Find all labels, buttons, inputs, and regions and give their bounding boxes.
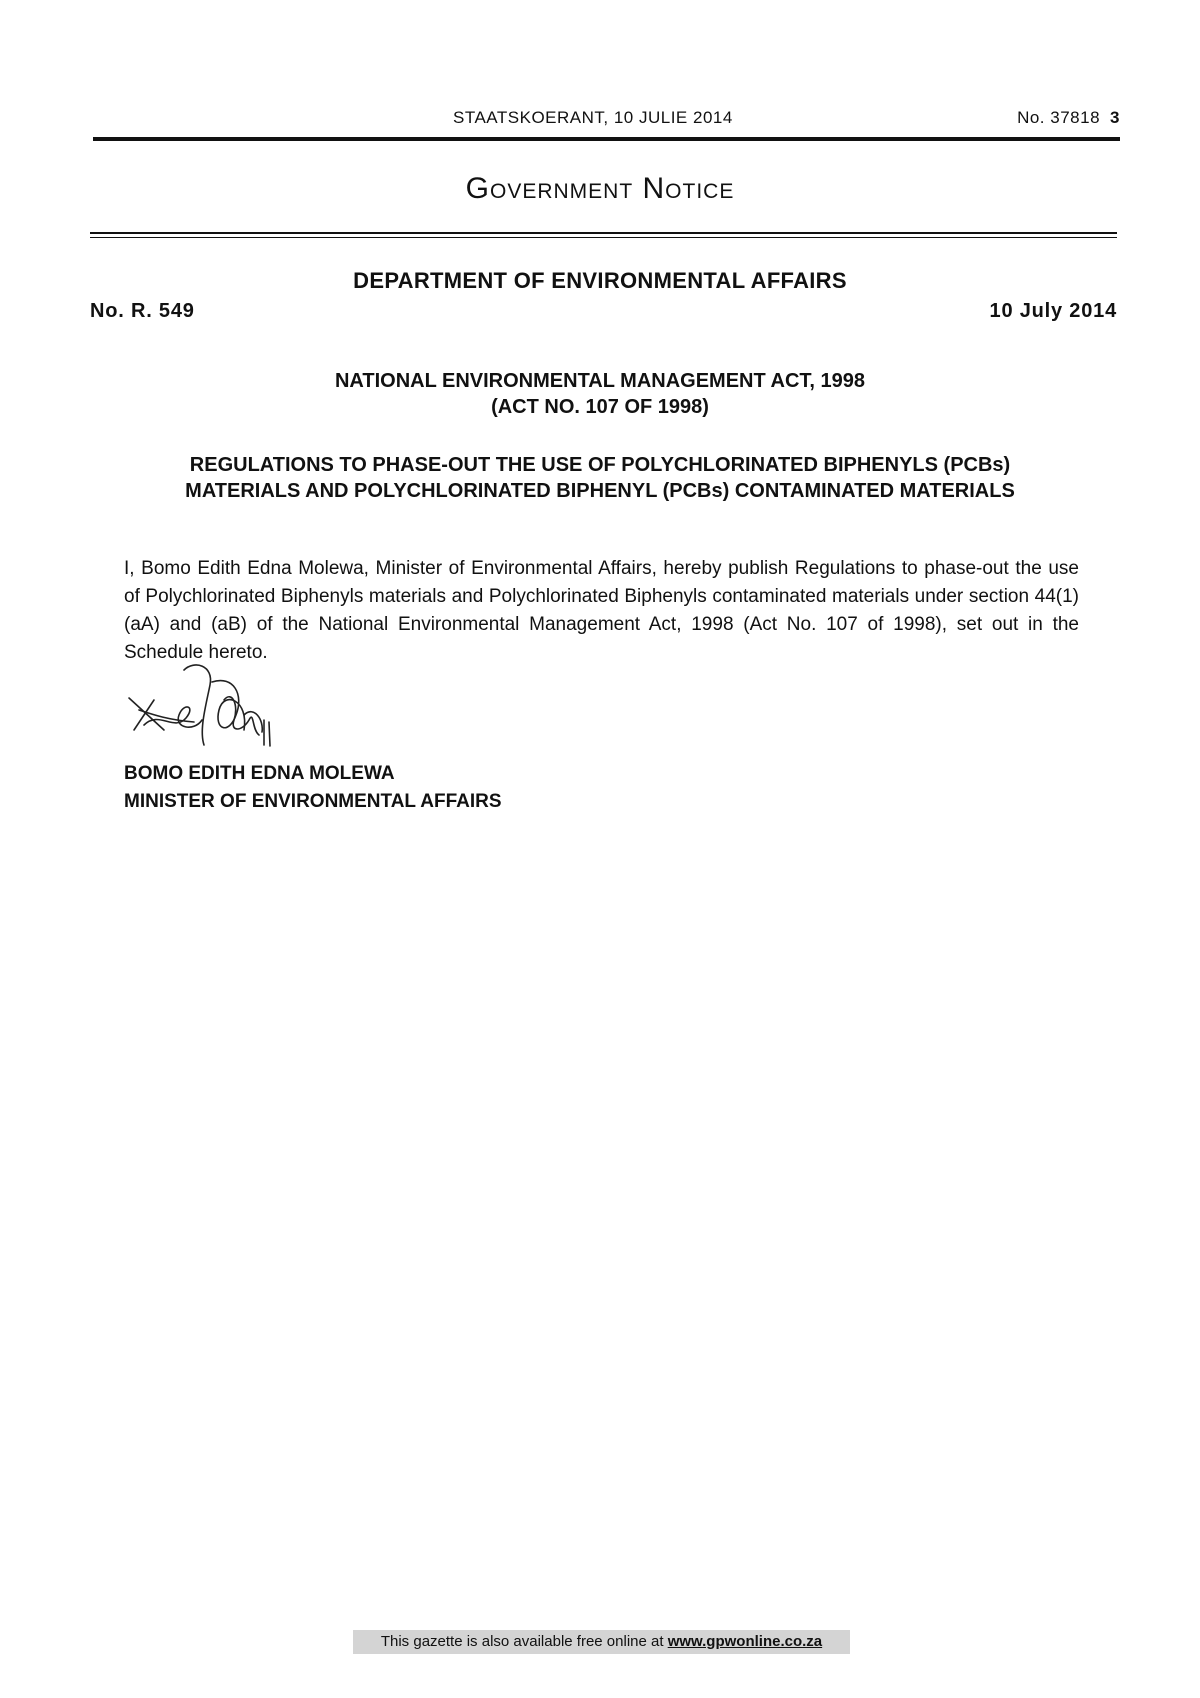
act-title [0, 368, 1200, 420]
gazette-number-group [1017, 108, 1120, 128]
title-rule [90, 232, 1117, 238]
notice-title: Government Notice [465, 172, 735, 205]
footer-text: This gazette is also available free online at [380, 1633, 664, 1650]
regulation-title-line1: REGULATIONS TO PHASE-OUT THE USE OF POLYCHLORINATED BIPHENYLS (PCBs) [189, 454, 1011, 476]
page-number: 3 [1110, 108, 1120, 127]
running-header [93, 108, 1120, 132]
regulation-title-line2: MATERIALS AND POLYCHLORINATED BIPHENYL (PCBs) CONTAMINATED MATERIALS [185, 480, 1015, 502]
act-title-line2: (ACT NO. 107 OF 1998) [491, 396, 709, 418]
department-heading: DEPARTMENT OF ENVIRONMENTAL AFFAIRS [353, 268, 847, 293]
notice-body: I, Bomo Edith Edna Molewa, Minister of Environmental Affairs, hereby publish Regulations to phase-out the use of Polychlorinated Biphenyls materials and Polychlorinated Biphenyls contaminated materials under section 44(1)(aA) and (aB) of the National Environmental Management Act, 1998 (Act No. 107 of 1998), set out in the Schedule hereto. [124, 558, 1079, 663]
notice-number: No. R. 549 [90, 300, 195, 322]
notice-date: 10 July 2014 [989, 300, 1117, 322]
regulation-title [0, 452, 1200, 504]
gazette-number: No. 37818 [1017, 108, 1101, 127]
signatory-block [124, 760, 502, 816]
signatory-name: BOMO EDITH EDNA MOLEWA [124, 763, 395, 784]
signatory-title: MINISTER OF ENVIRONMENTAL AFFAIRS [124, 791, 502, 812]
footer-link[interactable]: www.gpwonline.co.za [667, 1633, 823, 1650]
header-rule [93, 137, 1120, 141]
footer-note [353, 1630, 850, 1654]
gazette-title: STAATSKOERANT, 10 JULIE 2014 [453, 108, 733, 127]
act-title-line1: NATIONAL ENVIRONMENTAL MANAGEMENT ACT, 1998 [334, 370, 866, 392]
